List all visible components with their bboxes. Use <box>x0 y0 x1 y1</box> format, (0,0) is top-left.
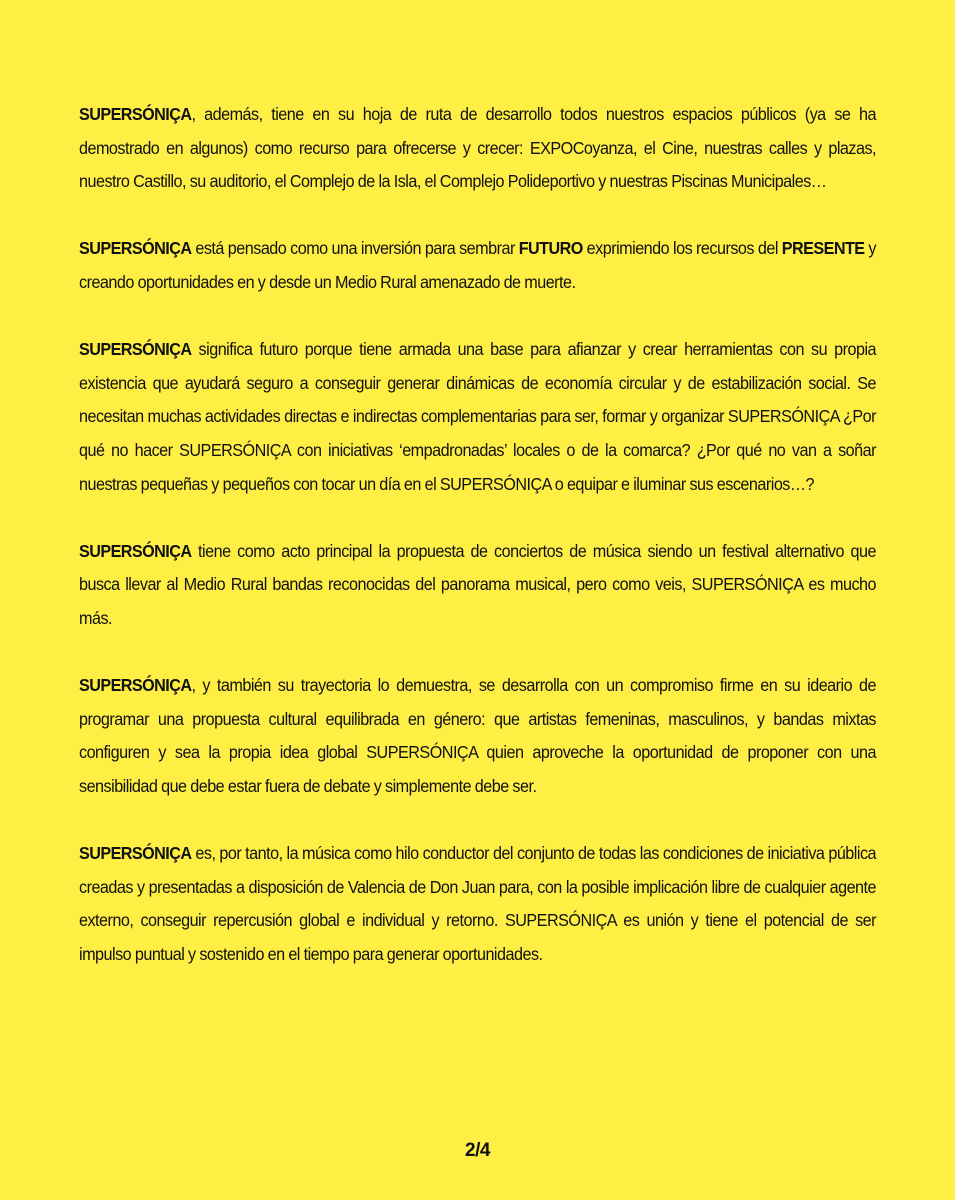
paragraph-5 <box>79 669 876 803</box>
paragraph-text: , además, tiene en su hoja de ruta de desarrollo todos nuestros espacios públicos (ya se ha demostrado en algunos) como recurso para ofrecerse y crecer: EXPOCoyanza, el Cine, nuestras calles y plazas, nuestro Castillo, su auditorio, el Complejo de la Isla, el Complejo Polideportivo y nuestras Piscinas Municipales… <box>79 104 877 192</box>
brand-name: SUPERSÓNIÇA <box>79 339 192 360</box>
brand-name: SUPERSÓNIÇA <box>79 540 192 561</box>
paragraph-text: y creando oportunidades en y desde un Medio Rural amenazado de muerte. <box>79 238 876 292</box>
paragraph-text: significa futuro porque tiene armada una base para afianzar y crear herramientas con su propia existencia que ayudará seguro a conseguir generar dinámicas de economía circular y de estabilización social. Se necesitan muchas actividades directas e indirectas complementarias para ser, formar y organizar SUPERSÓNIÇA ¿Por qué no hacer SUPERSÓNIÇA con iniciativas ‘empadronadas’ locales o de la comarca? ¿Por qué no van a soñar nuestras pequeñas y pequeños con tocar un día en el SUPERSÓNIÇA o equipar e iluminar sus escenarios…? <box>79 339 877 494</box>
page-number: 2/4 <box>465 1140 490 1161</box>
paragraph-text: es, por tanto, la música como hilo conductor del conjunto de todas las condiciones de iniciativa pública creadas y presentadas a disposición de Valencia de Don Juan para, con la posible implicación libre de cualquier agente externo, conseguir repercusión global e individual y retorno. SUPERSÓNIÇA es unión y tiene el potencial de ser impulso puntual y sostenido en el tiempo para generar oportunidades. <box>79 843 877 964</box>
paragraph-6 <box>79 837 876 971</box>
paragraph-text: , y también su trayectoria lo demuestra, se desarrolla con un compromiso firme en su ideario de programar una propuesta cultural equilibrada en género: que artistas femeninas, masculinos, y bandas mixtas configuren y sea la propia idea global SUPERSÓNIÇA quien aproveche la oportunidad de proponer con una sensibilidad que debe estar fuera de debate y simplemente debe ser. <box>79 675 877 796</box>
paragraph-3 <box>79 333 876 501</box>
brand-name: SUPERSÓNIÇA <box>79 843 192 864</box>
paragraph-4 <box>79 535 876 636</box>
emphasis-presente: PRESENTE <box>781 238 865 259</box>
brand-name: SUPERSÓNIÇA <box>79 675 192 696</box>
brand-name: SUPERSÓNIÇA <box>79 104 192 124</box>
brand-name: SUPERSÓNIÇA <box>79 238 192 259</box>
paragraph-1 <box>79 98 876 199</box>
emphasis-futuro: FUTURO <box>518 238 583 259</box>
paragraph-text: exprimiendo los recursos del <box>582 238 782 259</box>
paragraph-2 <box>79 232 876 299</box>
paragraph-text: está pensado como una inversión para sembrar <box>191 238 519 259</box>
paragraph-text: tiene como acto principal la propuesta de conciertos de música siendo un festival alternativo que busca llevar al Medio Rural bandas reconocidas del panorama musical, pero como veis, SUPERSÓNIÇA es mucho más. <box>79 540 877 628</box>
document-body <box>79 98 876 1005</box>
